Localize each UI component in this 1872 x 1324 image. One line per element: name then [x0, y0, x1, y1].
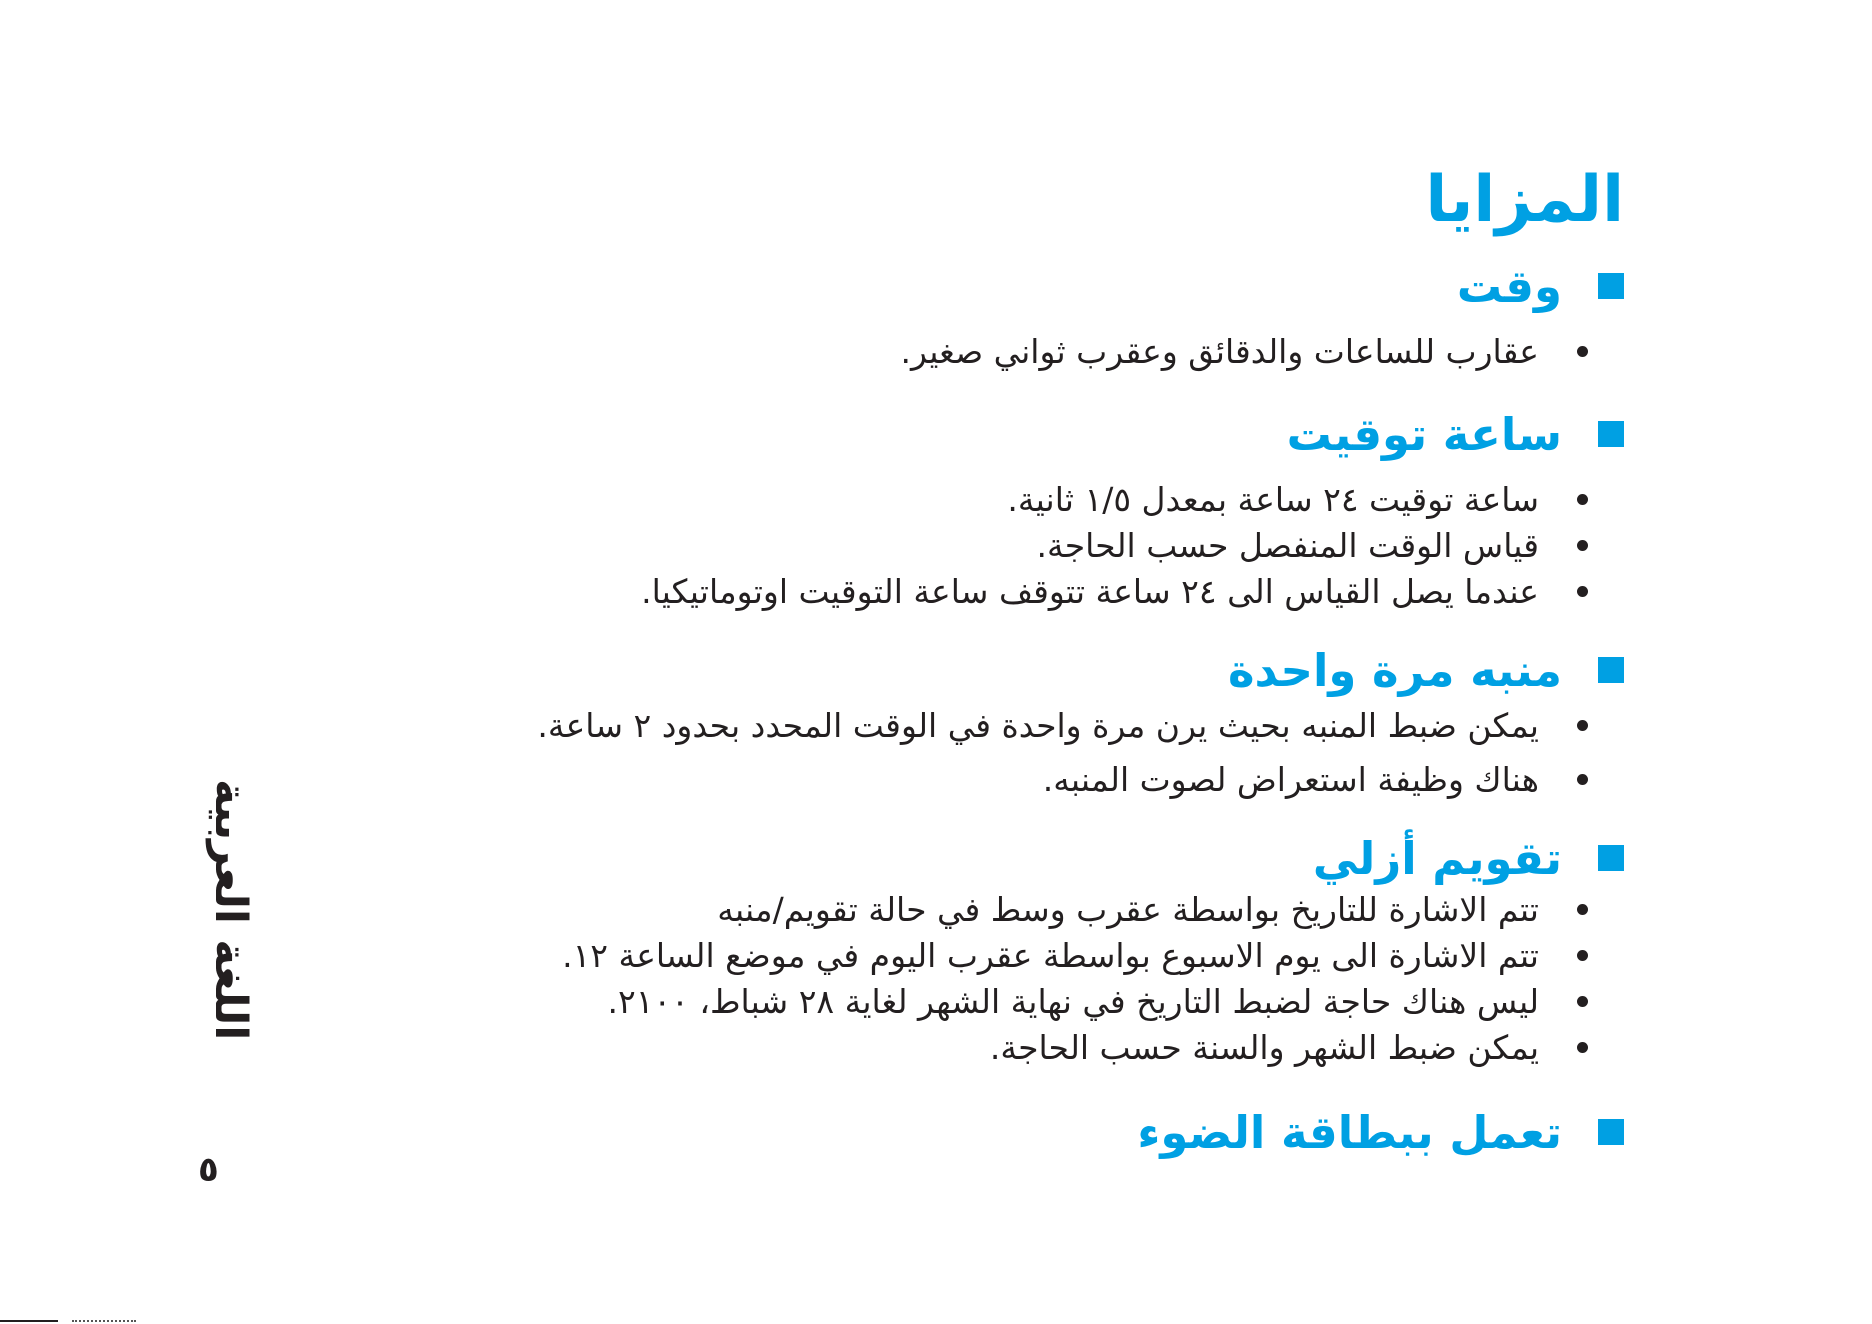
section-heading: [224, 1104, 1624, 1160]
bullet-list: [224, 328, 1624, 374]
list-item-text: عقارب للساعات والدقائق وعقرب ثواني صغير.: [900, 331, 1539, 371]
square-bullet-icon: [1598, 657, 1624, 683]
bullet-dot-icon: [1577, 996, 1588, 1007]
bullet-dot-icon: [1577, 540, 1588, 551]
bullet-dot-icon: [1577, 494, 1588, 505]
list-item: [224, 698, 1624, 752]
list-item: [224, 932, 1624, 978]
list-item: [224, 752, 1624, 806]
list-item: [224, 476, 1624, 522]
crop-mark: [72, 1320, 136, 1324]
list-item-text: ليس هناك حاجة لضبط التاريخ في نهاية الشهر لغاية ٢٨ شباط، ٢١٠٠.: [607, 981, 1539, 1021]
list-item-text: عندما يصل القياس الى ٢٤ ساعة تتوقف ساعة التوقيت اوتوماتيكيا.: [641, 571, 1539, 611]
bullet-dot-icon: [1577, 904, 1588, 915]
section-stopwatch: [224, 406, 1624, 614]
section-light-powered: [224, 1104, 1624, 1160]
square-bullet-icon: [1598, 845, 1624, 871]
list-item-text: هناك وظيفة استعراض لصوت المنبه.: [1042, 759, 1539, 799]
list-item: [224, 568, 1624, 614]
section-title: تقويم أزلي: [1312, 831, 1562, 885]
list-item-text: قياس الوقت المنفصل حسب الحاجة.: [1036, 525, 1539, 565]
section-perpetual-calendar: [224, 830, 1624, 1070]
bullet-dot-icon: [1577, 346, 1588, 357]
page-number: ٥: [198, 1150, 219, 1190]
list-item-text: تتم الاشارة الى يوم الاسبوع بواسطة عقرب اليوم في موضع الساعة ١٢.: [562, 935, 1539, 975]
list-item: [224, 522, 1624, 568]
section-title: ساعة توقيت: [1286, 407, 1562, 461]
list-item-text: يمكن ضبط الشهر والسنة حسب الحاجة.: [989, 1027, 1539, 1067]
section-heading: [224, 258, 1624, 314]
square-bullet-icon: [1598, 273, 1624, 299]
section-title: وقت: [1456, 259, 1562, 313]
bullet-dot-icon: [1577, 950, 1588, 961]
list-item-text: ساعة توقيت ٢٤ ساعة بمعدل ١/٥ ثانية.: [1007, 479, 1539, 519]
section-single-alarm: [224, 642, 1624, 806]
bullet-dot-icon: [1577, 774, 1588, 785]
crop-mark: [0, 1320, 58, 1322]
square-bullet-icon: [1598, 421, 1624, 447]
bullet-list: [224, 886, 1624, 1070]
bullet-dot-icon: [1577, 586, 1588, 597]
section-title: تعمل ببطاقة الضوء: [1137, 1105, 1562, 1159]
square-bullet-icon: [1598, 1119, 1624, 1145]
list-item-text: تتم الاشارة للتاريخ بواسطة عقرب وسط في حالة تقويم/منبه: [717, 889, 1539, 929]
list-item: [224, 328, 1624, 374]
bullet-list: [224, 698, 1624, 806]
list-item: [224, 978, 1624, 1024]
bullet-dot-icon: [1577, 1042, 1588, 1053]
section-title: منبه مرة واحدة: [1227, 643, 1562, 697]
section-time: [224, 258, 1624, 374]
page-title: المزايا: [1425, 163, 1624, 237]
section-heading: [224, 830, 1624, 886]
list-item: [224, 886, 1624, 932]
bullet-list: [224, 476, 1624, 614]
section-heading: [224, 642, 1624, 698]
section-heading: [224, 406, 1624, 462]
list-item-text: يمكن ضبط المنبه بحيث يرن مرة واحدة في الوقت المحدد بحدود ٢ ساعة.: [537, 705, 1539, 745]
bullet-dot-icon: [1577, 720, 1588, 731]
list-item: [224, 1024, 1624, 1070]
language-side-label: اللغة العربية: [205, 778, 256, 1040]
